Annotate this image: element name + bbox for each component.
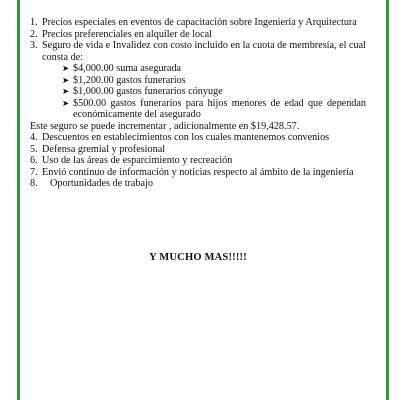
list-item-3	[30, 40, 366, 63]
list-item-6	[30, 155, 366, 167]
list-number: 6.	[30, 155, 38, 166]
green-frame-left-border	[17, 0, 20, 400]
arrowhead-bullet-icon: ➤	[62, 86, 70, 96]
list-number: 5.	[30, 143, 38, 155]
list-item-1	[30, 17, 366, 29]
arrowhead-bullet-icon: ➤	[62, 97, 70, 108]
insurance-item-sum-insured	[30, 63, 366, 75]
closing-statement: Y MUCHO MAS!!!!!	[149, 252, 247, 263]
arrowhead-bullet-icon: ➤	[62, 74, 70, 85]
list-number: 8.	[30, 178, 38, 189]
list-item-8	[30, 178, 366, 190]
list-item-text: Oportunidades de trabajo	[50, 178, 153, 189]
green-frame-right-border	[386, 0, 389, 400]
list-number: 3.	[30, 40, 38, 51]
list-item-text: Defensa gremial y profesional	[42, 143, 166, 155]
insurance-item-text: $500.00 gastos funerarios para hijos menores de edad que dependan económicamente del asegurado	[73, 97, 366, 120]
list-item-text: Envió continuo de información y noticias respecto al ámbito de la ingeniería	[42, 166, 354, 178]
list-item-5	[30, 144, 366, 156]
list-item-7	[30, 167, 366, 179]
list-number: 1.	[30, 17, 38, 28]
list-number: 4.	[30, 132, 38, 143]
insurance-item-spouse	[30, 86, 366, 98]
insurance-item-funeral	[30, 75, 366, 87]
insurance-item-text: $1,200.00 gastos funerarios	[73, 74, 186, 86]
list-number: 7.	[30, 166, 38, 178]
insurance-note: Este seguro se puede incrementar , adicionalmente en $19,428.57.	[30, 120, 300, 132]
benefits-list	[30, 17, 366, 263]
insurance-item-children	[30, 98, 366, 121]
list-item-text: Uso de las áreas de esparcimiento y recreación	[42, 155, 233, 166]
list-number: 2.	[30, 28, 38, 40]
list-item-4	[30, 132, 366, 144]
insurance-item-text: $4,000.00 suma asegurada	[73, 63, 182, 74]
insurance-item-text: $1,000.00 gastos funerarios cónyuge	[73, 86, 223, 97]
list-item-text: Precios especiales en eventos de capacitación sobre Ingenieria y Arquitectura	[42, 17, 357, 28]
list-item-text: Precios preferenciales en alquiler de local	[42, 28, 212, 40]
list-item-text: Descuentos en establecimientos con los cuales mantenemos convenios	[42, 132, 330, 143]
list-item-2	[30, 29, 366, 41]
arrowhead-bullet-icon: ➤	[62, 63, 70, 73]
list-item-text: Seguro de vida e Invalidez con costo incluido en la cuota de membresía, el cual consta de:	[42, 40, 366, 63]
